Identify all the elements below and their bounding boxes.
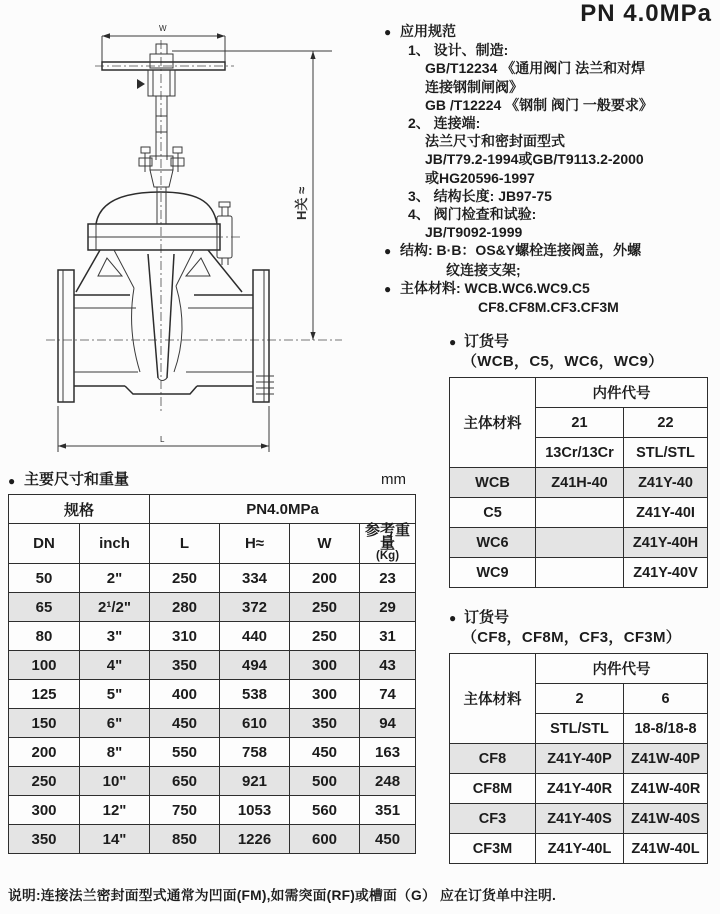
dn-cell: 250 [9, 767, 80, 796]
spec-text: 1、 设计、制造: [408, 42, 509, 59]
weight-unit-label: (Kg) [376, 550, 400, 562]
bullet-icon: ● [384, 25, 392, 39]
h-cell: 610 [220, 709, 290, 738]
weight-cell: 351 [360, 796, 416, 825]
l-cell: 400 [150, 680, 220, 709]
dimension-w-label: W [159, 24, 167, 33]
spec-text: 4、 阀门检查和试验: [408, 206, 537, 223]
valve-code-cell: Z41W-40S [624, 804, 708, 834]
spec-text: 应用规范 [400, 23, 456, 39]
spec-text: 连接钢制闸阀》 [425, 78, 523, 95]
footnote: 说明:连接法兰密封面型式通常为凹面(FM),如需突面(RF)或槽面（G） 应在订货单中注明. [8, 888, 557, 903]
body-material-cell: CF8M [450, 774, 536, 804]
valve-code-cell: Z41W-40R [624, 774, 708, 804]
table-row [9, 564, 416, 593]
weight-label: 参考重量 [365, 522, 411, 552]
bullet-icon: ● [384, 244, 392, 259]
spec-line [383, 78, 720, 96]
spec-line [383, 241, 720, 260]
w-cell: 200 [290, 564, 360, 593]
spec-line [383, 261, 720, 279]
l-cell: 250 [150, 564, 220, 593]
application-spec-list [383, 22, 720, 316]
w-cell: 600 [290, 825, 360, 854]
bullet-icon: ● [449, 611, 457, 625]
spec-text: 法兰尺寸和密封面型式 [425, 133, 565, 150]
h-cell: 494 [220, 651, 290, 680]
w-cell: 500 [290, 767, 360, 796]
w-cell: 300 [290, 680, 360, 709]
section-title-text: 订货号 [464, 609, 510, 626]
spec-line [383, 41, 720, 59]
weight-cell: 450 [360, 825, 416, 854]
header-spec-group: 规格 [9, 495, 150, 524]
dimension-h-label: H关 ≈ [294, 186, 309, 220]
table-row [9, 738, 416, 767]
trim-material: STL/STL [536, 714, 624, 744]
order-number-section-stainless [449, 608, 713, 864]
h-cell: 921 [220, 767, 290, 796]
w-cell: 560 [290, 796, 360, 825]
h-cell: 372 [220, 593, 290, 622]
dn-cell: 200 [9, 738, 80, 767]
table-row [450, 804, 708, 834]
inch-cell: 5" [80, 680, 150, 709]
page-title: PN 4.0MPa [580, 0, 712, 27]
w-cell: 300 [290, 651, 360, 680]
col-header-l: L [150, 524, 220, 564]
section-title [449, 608, 713, 628]
bullet-icon: ● [8, 474, 16, 488]
l-cell: 550 [150, 738, 220, 767]
spec-line [383, 279, 720, 298]
header-pn-group: PN4.0MPa [150, 495, 416, 524]
valve-code-cell: Z41H-40 [536, 468, 624, 498]
section-subtitle: （WCB，C5，WC6，WC9） [462, 353, 664, 370]
spec-line [383, 187, 720, 205]
trim-material: STL/STL [624, 438, 708, 468]
col-header-weight [360, 524, 416, 564]
l-cell: 350 [150, 651, 220, 680]
valve-code-cell [536, 498, 624, 528]
spec-line [383, 59, 720, 77]
table-row [450, 528, 708, 558]
l-cell: 280 [150, 593, 220, 622]
valve-code-cell: Z41Y-40H [624, 528, 708, 558]
weight-cell: 23 [360, 564, 416, 593]
dn-cell: 150 [9, 709, 80, 738]
inch-cell: 4" [80, 651, 150, 680]
h-cell: 1226 [220, 825, 290, 854]
valve-code-cell: Z41Y-40L [536, 834, 624, 864]
dn-cell: 50 [9, 564, 80, 593]
spec-line [383, 205, 720, 223]
body-material-cell: C5 [450, 498, 536, 528]
h-cell: 1053 [220, 796, 290, 825]
h-cell: 538 [220, 680, 290, 709]
w-cell: 350 [290, 709, 360, 738]
weight-cell: 163 [360, 738, 416, 767]
l-cell: 310 [150, 622, 220, 651]
body-material-cell: CF3M [450, 834, 536, 864]
dimension-l-label: L [160, 435, 165, 444]
w-cell: 250 [290, 622, 360, 651]
table-row [9, 593, 416, 622]
dn-cell: 100 [9, 651, 80, 680]
l-cell: 450 [150, 709, 220, 738]
dn-cell: 65 [9, 593, 80, 622]
spec-text: 2、 连接端: [408, 115, 481, 132]
section-title-text: 主要尺寸和重量 [24, 471, 130, 488]
table-row [450, 774, 708, 804]
inch-cell: 2¹/2" [80, 593, 150, 622]
trim-code: 6 [624, 684, 708, 714]
header-trim-code: 内件代号 [536, 378, 708, 408]
trim-code: 22 [624, 408, 708, 438]
table-row [9, 825, 416, 854]
col-header-w: W [290, 524, 360, 564]
bullet-icon: ● [449, 335, 457, 349]
dn-cell: 350 [9, 825, 80, 854]
spec-text: 3、 结构长度: JB97-75 [408, 187, 552, 204]
col-header-inch: inch [80, 524, 150, 564]
spec-text: CF8.CF8M.CF3.CF3M [478, 299, 619, 316]
dimensions-weight-section [8, 470, 416, 854]
trim-material: 13Cr/13Cr [536, 438, 624, 468]
weight-cell: 29 [360, 593, 416, 622]
spec-text: JB/T9092-1999 [425, 224, 523, 241]
dimensions-table [8, 494, 416, 854]
header-body-material: 主体材料 [450, 378, 536, 468]
trim-code: 2 [536, 684, 624, 714]
bullet-icon: ● [384, 281, 392, 296]
spec-line [383, 223, 720, 241]
spec-line [383, 96, 720, 114]
table-row [9, 796, 416, 825]
weight-cell: 31 [360, 622, 416, 651]
dn-cell: 125 [9, 680, 80, 709]
body-material-cell: WCB [450, 468, 536, 498]
table-row [450, 834, 708, 864]
h-cell: 334 [220, 564, 290, 593]
spec-text: GB /T12224 《钢制 阀门 一般要求》 [425, 96, 653, 113]
inch-cell: 10" [80, 767, 150, 796]
table-row [9, 680, 416, 709]
inch-cell: 14" [80, 825, 150, 854]
l-cell: 850 [150, 825, 220, 854]
weight-cell: 94 [360, 709, 416, 738]
inch-cell: 12" [80, 796, 150, 825]
body-material-cell: WC6 [450, 528, 536, 558]
spec-line [383, 298, 720, 316]
order-table-wcb [449, 377, 708, 588]
valve-code-cell: Z41W-40P [624, 744, 708, 774]
w-cell: 250 [290, 593, 360, 622]
trim-material: 18-8/18-8 [624, 714, 708, 744]
table-row [9, 709, 416, 738]
valve-code-cell: Z41Y-40P [536, 744, 624, 774]
table-row [9, 767, 416, 796]
unit-label: mm [381, 471, 406, 488]
valve-code-cell [536, 558, 624, 588]
h-cell: 758 [220, 738, 290, 767]
weight-cell: 248 [360, 767, 416, 796]
w-cell: 450 [290, 738, 360, 767]
order-table-cf8 [449, 653, 708, 864]
section-title-text: 订货号 [464, 333, 510, 350]
body-material-cell: CF8 [450, 744, 536, 774]
header-body-material: 主体材料 [450, 654, 536, 744]
spec-text: JB/T79.2-1994或GB/T9113.2-2000 [425, 151, 644, 168]
dn-cell: 80 [9, 622, 80, 651]
valve-code-cell: Z41Y-40V [624, 558, 708, 588]
valve-code-cell: Z41Y-40R [536, 774, 624, 804]
inch-cell: 6" [80, 709, 150, 738]
spec-text: 或HG20596-1997 [425, 169, 535, 186]
spec-line [383, 114, 720, 132]
order-number-section-cast-steel [449, 332, 713, 588]
spec-text: 纹连接支架; [446, 261, 521, 278]
spec-line [383, 169, 720, 187]
weight-cell: 43 [360, 651, 416, 680]
section-subtitle: （CF8，CF8M，CF3，CF3M） [462, 629, 682, 646]
h-cell: 440 [220, 622, 290, 651]
valve-code-cell: Z41Y-40I [624, 498, 708, 528]
inch-cell: 2" [80, 564, 150, 593]
col-header-dn: DN [9, 524, 80, 564]
l-cell: 750 [150, 796, 220, 825]
valve-code-cell: Z41Y-40 [624, 468, 708, 498]
valve-technical-drawing [10, 20, 350, 472]
table-row [450, 558, 708, 588]
spec-line [383, 150, 720, 168]
section-title [8, 470, 416, 491]
section-title [449, 332, 713, 352]
spec-line [383, 22, 720, 41]
table-row [450, 744, 708, 774]
col-header-h: H≈ [220, 524, 290, 564]
table-row [9, 622, 416, 651]
body-material-cell: CF3 [450, 804, 536, 834]
trim-code: 21 [536, 408, 624, 438]
dn-cell: 300 [9, 796, 80, 825]
spec-line [383, 132, 720, 150]
spec-text: 主体材料: WCB.WC6.WC9.C5 [400, 279, 590, 296]
weight-cell: 74 [360, 680, 416, 709]
table-row [9, 651, 416, 680]
spec-text: 结构: B·B：OS&Y螺栓连接阀盖，外螺 [400, 242, 642, 259]
spec-text: GB/T12234 《通用阀门 法兰和对焊 [425, 60, 646, 77]
body-material-cell: WC9 [450, 558, 536, 588]
valve-code-cell [536, 528, 624, 558]
l-cell: 650 [150, 767, 220, 796]
inch-cell: 8" [80, 738, 150, 767]
inch-cell: 3" [80, 622, 150, 651]
header-trim-code: 内件代号 [536, 654, 708, 684]
table-row [450, 468, 708, 498]
valve-code-cell: Z41W-40L [624, 834, 708, 864]
table-row [450, 498, 708, 528]
valve-code-cell: Z41Y-40S [536, 804, 624, 834]
